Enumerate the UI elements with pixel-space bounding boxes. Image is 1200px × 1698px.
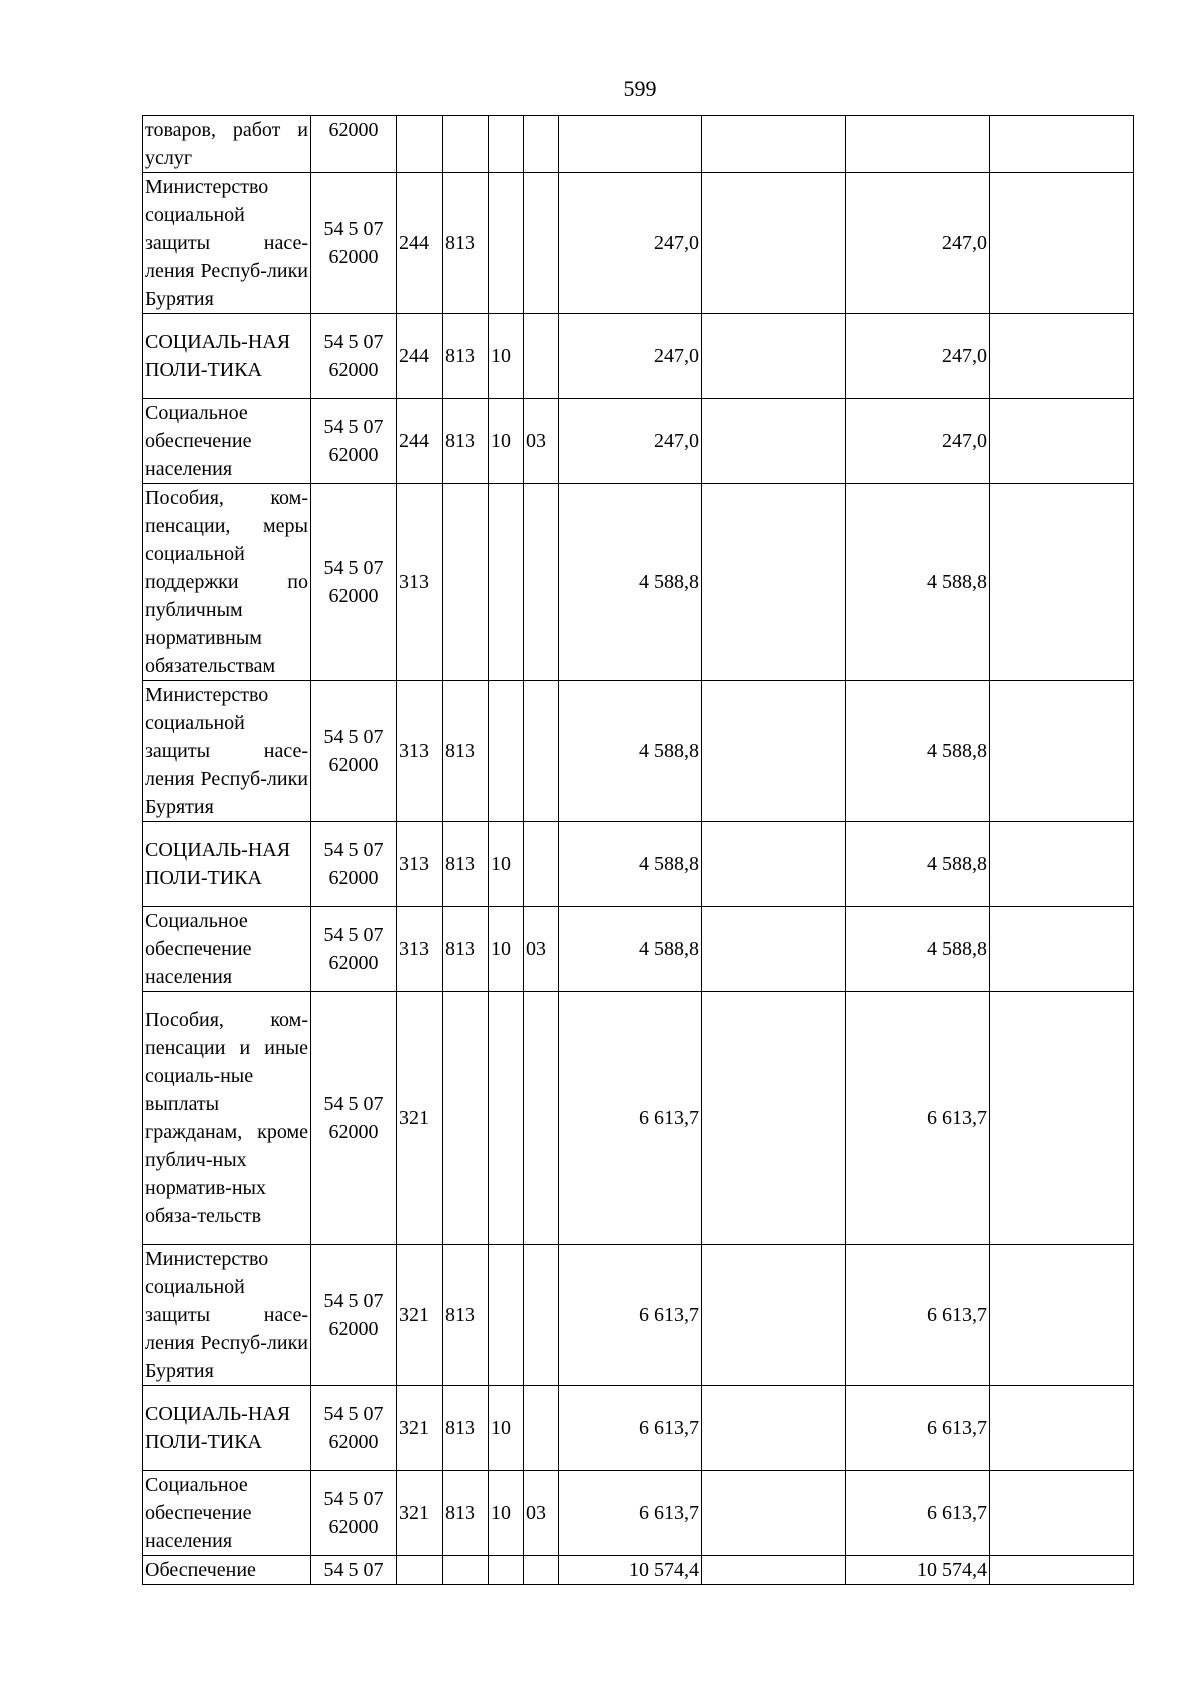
amount-1-cell: 4 588,8	[559, 681, 702, 822]
amount-4-cell	[990, 484, 1134, 681]
amount-2-cell	[702, 1245, 846, 1386]
pr-cell	[524, 1245, 559, 1386]
amount-4-cell	[990, 399, 1134, 484]
row-name-cell: Социальное обеспечение населения	[143, 1471, 311, 1556]
amount-3-cell: 247,0	[846, 399, 990, 484]
grbs-cell: 813	[443, 1245, 489, 1386]
amount-2-cell	[702, 1471, 846, 1556]
table-row	[143, 173, 1134, 314]
amount-4-cell	[990, 116, 1134, 173]
amount-1-cell: 247,0	[559, 173, 702, 314]
table-row	[143, 822, 1134, 907]
grbs-cell	[443, 116, 489, 173]
amount-2-cell	[702, 399, 846, 484]
csr-cell: 54 5 07 62000	[311, 173, 397, 314]
csr-cell: 54 5 07 62000	[311, 314, 397, 399]
amount-4-cell	[990, 1556, 1134, 1585]
amount-1-cell: 6 613,7	[559, 1471, 702, 1556]
amount-1-cell: 4 588,8	[559, 822, 702, 907]
vr-cell: 313	[397, 907, 443, 992]
vr-cell: 313	[397, 484, 443, 681]
grbs-cell: 813	[443, 681, 489, 822]
amount-3-cell: 4 588,8	[846, 907, 990, 992]
pr-cell	[524, 314, 559, 399]
amount-4-cell	[990, 1471, 1134, 1556]
pr-cell: 03	[524, 399, 559, 484]
csr-cell: 62000	[311, 116, 397, 173]
grbs-cell: 813	[443, 907, 489, 992]
pr-cell	[524, 116, 559, 173]
amount-1-cell: 10 574,4	[559, 1556, 702, 1585]
table-row	[143, 681, 1134, 822]
amount-4-cell	[990, 681, 1134, 822]
amount-1-cell: 6 613,7	[559, 1386, 702, 1471]
amount-2-cell	[702, 484, 846, 681]
amount-1-cell: 247,0	[559, 314, 702, 399]
vr-cell	[397, 1556, 443, 1585]
rz-cell	[489, 1556, 524, 1585]
csr-cell: 54 5 07 62000	[311, 681, 397, 822]
table-row	[143, 116, 1134, 173]
grbs-cell: 813	[443, 399, 489, 484]
table-row	[143, 1556, 1134, 1585]
vr-cell: 321	[397, 1245, 443, 1386]
rz-cell: 10	[489, 399, 524, 484]
csr-cell: 54 5 07 62000	[311, 907, 397, 992]
row-name-cell: Министерство социальной защиты насе-ления Респуб-лики Бурятия	[143, 681, 311, 822]
table-row	[143, 484, 1134, 681]
csr-cell: 54 5 07 62000	[311, 399, 397, 484]
table-row	[143, 1471, 1134, 1556]
rz-cell	[489, 681, 524, 822]
row-name-cell: Пособия, ком-пенсации и иные социаль-ные выплаты гражданам, кроме публич-ных норматив-ных обяза-тельств	[143, 992, 311, 1245]
amount-1-cell: 4 588,8	[559, 484, 702, 681]
rz-cell: 10	[489, 907, 524, 992]
table-row	[143, 314, 1134, 399]
amount-2-cell	[702, 314, 846, 399]
table-body	[143, 116, 1134, 1585]
grbs-cell: 813	[443, 822, 489, 907]
amount-1-cell: 4 588,8	[559, 907, 702, 992]
amount-1-cell: 6 613,7	[559, 1245, 702, 1386]
amount-2-cell	[702, 173, 846, 314]
amount-3-cell: 247,0	[846, 314, 990, 399]
rz-cell: 10	[489, 1471, 524, 1556]
pr-cell: 03	[524, 907, 559, 992]
pr-cell	[524, 681, 559, 822]
amount-1-cell	[559, 116, 702, 173]
row-name-cell: СОЦИАЛЬ-НАЯ ПОЛИ-ТИКА	[143, 822, 311, 907]
rz-cell	[489, 484, 524, 681]
table-row	[143, 1245, 1134, 1386]
amount-4-cell	[990, 314, 1134, 399]
grbs-cell: 813	[443, 173, 489, 314]
rz-cell	[489, 992, 524, 1245]
grbs-cell: 813	[443, 1386, 489, 1471]
amount-2-cell	[702, 116, 846, 173]
amount-2-cell	[702, 992, 846, 1245]
amount-3-cell: 6 613,7	[846, 992, 990, 1245]
vr-cell: 313	[397, 681, 443, 822]
vr-cell: 244	[397, 173, 443, 314]
grbs-cell: 813	[443, 1471, 489, 1556]
amount-2-cell	[702, 1386, 846, 1471]
row-name-cell: Социальное обеспечение населения	[143, 399, 311, 484]
amount-4-cell	[990, 1245, 1134, 1386]
amount-2-cell	[702, 1556, 846, 1585]
amount-3-cell: 4 588,8	[846, 822, 990, 907]
vr-cell	[397, 116, 443, 173]
grbs-cell: 813	[443, 314, 489, 399]
amount-2-cell	[702, 822, 846, 907]
row-name-cell: Министерство социальной защиты насе-ления Респуб-лики Бурятия	[143, 173, 311, 314]
vr-cell: 321	[397, 992, 443, 1245]
amount-2-cell	[702, 907, 846, 992]
row-name-cell: СОЦИАЛЬ-НАЯ ПОЛИ-ТИКА	[143, 314, 311, 399]
rz-cell	[489, 116, 524, 173]
pr-cell	[524, 173, 559, 314]
amount-4-cell	[990, 173, 1134, 314]
rz-cell	[489, 173, 524, 314]
table-row	[143, 907, 1134, 992]
amount-4-cell	[990, 992, 1134, 1245]
row-name-cell: товаров, работ и услуг	[143, 116, 311, 173]
table-row	[143, 992, 1134, 1245]
vr-cell: 244	[397, 314, 443, 399]
pr-cell	[524, 1386, 559, 1471]
vr-cell: 321	[397, 1386, 443, 1471]
amount-3-cell	[846, 116, 990, 173]
row-name-cell: Пособия, ком-пенсации, меры социальной поддержки по публичным нормативным обязательствам	[143, 484, 311, 681]
pr-cell	[524, 822, 559, 907]
csr-cell: 54 5 07 62000	[311, 1245, 397, 1386]
page-number: 599	[623, 76, 657, 101]
amount-4-cell	[990, 822, 1134, 907]
vr-cell: 244	[397, 399, 443, 484]
amount-2-cell	[702, 681, 846, 822]
row-name-cell: СОЦИАЛЬ-НАЯ ПОЛИ-ТИКА	[143, 1386, 311, 1471]
rz-cell: 10	[489, 1386, 524, 1471]
pr-cell	[524, 484, 559, 681]
table-row	[143, 399, 1134, 484]
grbs-cell	[443, 1556, 489, 1585]
amount-3-cell: 4 588,8	[846, 681, 990, 822]
amount-3-cell: 6 613,7	[846, 1471, 990, 1556]
csr-cell: 54 5 07 62000	[311, 484, 397, 681]
amount-3-cell: 247,0	[846, 173, 990, 314]
grbs-cell	[443, 992, 489, 1245]
amount-1-cell: 247,0	[559, 399, 702, 484]
rz-cell	[489, 1245, 524, 1386]
budget-table	[142, 115, 1134, 1585]
row-name-cell: Министерство социальной защиты насе-ления Респуб-лики Бурятия	[143, 1245, 311, 1386]
csr-cell: 54 5 07 62000	[311, 1386, 397, 1471]
amount-3-cell: 10 574,4	[846, 1556, 990, 1585]
csr-cell: 54 5 07	[311, 1556, 397, 1585]
pr-cell: 03	[524, 1471, 559, 1556]
table-row	[143, 1386, 1134, 1471]
amount-3-cell: 4 588,8	[846, 484, 990, 681]
pr-cell	[524, 1556, 559, 1585]
rz-cell: 10	[489, 822, 524, 907]
row-name-cell: Обеспечение	[143, 1556, 311, 1585]
amount-3-cell: 6 613,7	[846, 1386, 990, 1471]
grbs-cell	[443, 484, 489, 681]
vr-cell: 313	[397, 822, 443, 907]
row-name-cell: Социальное обеспечение населения	[143, 907, 311, 992]
csr-cell: 54 5 07 62000	[311, 822, 397, 907]
amount-3-cell: 6 613,7	[846, 1245, 990, 1386]
amount-1-cell: 6 613,7	[559, 992, 702, 1245]
amount-4-cell	[990, 1386, 1134, 1471]
csr-cell: 54 5 07 62000	[311, 1471, 397, 1556]
csr-cell: 54 5 07 62000	[311, 992, 397, 1245]
vr-cell: 321	[397, 1471, 443, 1556]
pr-cell	[524, 992, 559, 1245]
amount-4-cell	[990, 907, 1134, 992]
rz-cell: 10	[489, 314, 524, 399]
